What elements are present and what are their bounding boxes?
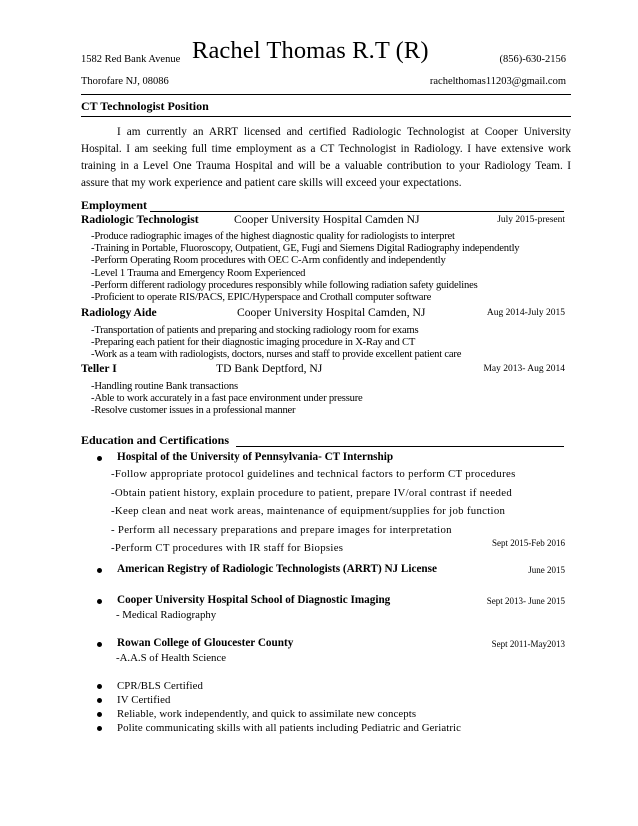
objective-divider xyxy=(81,116,571,117)
job-dates: Aug 2014-July 2015 xyxy=(486,308,565,318)
education-underline xyxy=(236,446,564,447)
education-dates: Sept 2011-May2013 xyxy=(491,639,565,649)
education-name: American Registry of Radiologic Technologists (ARRT) NJ License xyxy=(117,563,437,575)
education-note: - Medical Radiography xyxy=(116,609,217,621)
list-item xyxy=(91,679,461,693)
job-entry-3 xyxy=(81,362,565,377)
phone-number: (856)-630-2156 xyxy=(499,54,566,65)
job-entry-1 xyxy=(81,213,565,228)
job-employer: TD Bank Deptford, NJ xyxy=(216,362,323,375)
address-line-2: Thorofare NJ, 08086 xyxy=(81,76,169,87)
list-item: -Work as a team with radiologists, doctors, nurses and staff to provide excellent patient care xyxy=(91,349,462,361)
job-title: Radiologic Technologist xyxy=(81,213,199,226)
list-item: -Obtain patient history, explain procedure to patient, prepare IV/oral contrast if needed xyxy=(111,486,513,499)
job-dates: July 2015-present xyxy=(497,215,565,225)
list-item: - Perform all necessary preparations and prepare images for interpretation xyxy=(111,523,452,536)
header-divider xyxy=(81,94,571,95)
list-item xyxy=(91,693,461,707)
extra-text: Reliable, work independently, and quick to assimilate new concepts xyxy=(117,708,417,720)
bullet-dot xyxy=(97,712,102,717)
education-dates: Sept 2013- June 2015 xyxy=(486,596,565,606)
list-item: -Preparing each patient for their diagnostic imaging procedure in X-Ray and CT xyxy=(91,337,416,349)
objective-text xyxy=(81,124,571,192)
job-3-bullets xyxy=(91,381,363,418)
list-item xyxy=(91,721,461,735)
list-item: -Perform Operating Room procedures with OEC C-Arm confidently and independently xyxy=(91,255,446,267)
list-item: -Resolve customer issues in a professional manner xyxy=(91,405,296,417)
bullet-dot xyxy=(97,698,102,703)
extra-text: IV Certified xyxy=(117,694,171,706)
contact-address xyxy=(81,49,180,93)
address-line-1: 1582 Red Bank Avenue xyxy=(81,54,181,65)
list-item: -Follow appropriate protocol guidelines and technical factors to perform CT procedures xyxy=(111,468,516,480)
education-name: Rowan College of Gloucester County xyxy=(117,637,294,649)
job-1-bullets xyxy=(91,231,519,304)
candidate-name: Rachel Thomas R.T (R) xyxy=(192,37,429,64)
email-address: rachelthomas11203@gmail.com xyxy=(429,76,566,87)
list-item: -Produce radiographic images of the highest diagnostic quality for radiologists to interpret xyxy=(91,231,455,242)
list-item: -Proficient to operate RIS/PACS, EPIC/Hyperspace and Crothall computer software xyxy=(91,292,432,304)
extra-text: Polite communicating skills with all patients including Pediatric and Geriatric xyxy=(117,722,462,734)
education-name: Cooper University Hospital School of Diagnostic Imaging xyxy=(117,594,391,606)
job-dates: May 2013- Aug 2014 xyxy=(483,364,565,374)
education-name: Hospital of the University of Pennsylvania- CT Internship xyxy=(117,451,394,463)
list-item: -Handling routine Bank transactions xyxy=(91,381,238,392)
bullet-dot xyxy=(97,684,102,689)
bullet-dot xyxy=(97,726,102,731)
job-employer: Cooper University Hospital Camden NJ xyxy=(234,213,420,226)
bullet-dot xyxy=(97,642,102,647)
extra-text: CPR/BLS Certified xyxy=(117,680,203,692)
list-item: -Able to work accurately in a fast pace environment under pressure xyxy=(91,393,363,405)
objective-paragraph: I am currently an ARRT licensed and certified Radiologic Technologist at Cooper University Hospital. I am seeking full time employment as a CT Technologist in Radiology. I have extensive work training in a Level One Trauma Hospital and will be a valuable contribution to your Radiology Team. I assure that my work experience and patient care skills will exceed your expectations. xyxy=(81,126,571,189)
contact-info xyxy=(430,49,566,93)
education-note: -A.A.S of Health Science xyxy=(116,652,227,664)
employment-underline xyxy=(150,211,564,212)
list-item: -Transportation of patients and preparing and stocking radiology room for exams xyxy=(91,325,419,336)
job-employer: Cooper University Hospital Camden, NJ xyxy=(237,306,426,319)
employment-heading: Employment xyxy=(81,198,147,212)
job-title: Teller I xyxy=(81,362,117,375)
additional-certifications xyxy=(91,679,461,735)
education-dates: June 2015 xyxy=(528,565,565,575)
list-item: -Perform different radiology procedures responsibly while following radiation safety guidelines xyxy=(91,279,478,291)
list-item: -Keep clean and neat work areas, maintenance of equipment/supplies for job function xyxy=(111,505,506,517)
list-item: -Training in Portable, Fluoroscopy, Outpatient, GE, Fugi and Siemens Digital Radiography independently xyxy=(91,243,520,255)
internship-details xyxy=(111,465,516,558)
job-title: Radiology Aide xyxy=(81,306,157,319)
list-item: -Level 1 Trauma and Emergency Room Experienced xyxy=(91,267,306,279)
bullet-dot xyxy=(97,456,102,461)
job-entry-2 xyxy=(81,306,565,321)
list-item: -Perform CT procedures with IR staff for Biopsies xyxy=(111,542,344,554)
bullet-dot xyxy=(97,599,102,604)
bullet-dot xyxy=(97,568,102,573)
internship-dates: Sept 2015-Feb 2016 xyxy=(492,538,565,548)
objective-heading: CT Technologist Position xyxy=(81,99,209,113)
job-2-bullets xyxy=(91,325,461,362)
education-heading: Education and Certifications xyxy=(81,433,230,447)
list-item xyxy=(91,707,461,721)
